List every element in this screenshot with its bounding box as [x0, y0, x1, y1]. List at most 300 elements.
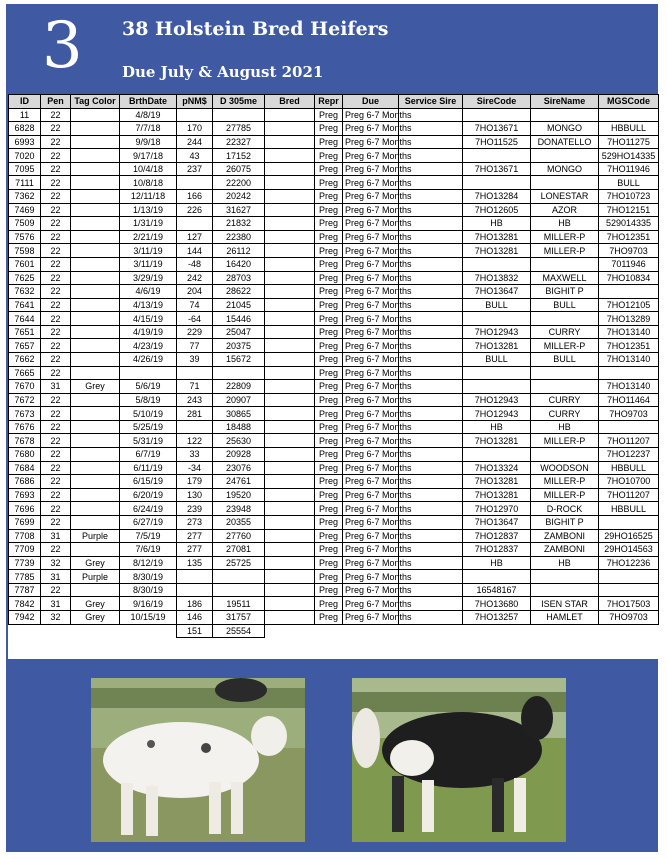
table-cell: 26075 — [213, 162, 265, 176]
table-cell: WOODSON — [531, 461, 599, 475]
table-cell: 22 — [41, 475, 71, 489]
empty-cell — [343, 624, 399, 638]
table-cell: Preg 6-7 Months — [343, 285, 399, 299]
table-cell — [265, 515, 315, 529]
table-cell — [531, 176, 599, 190]
table-cell: 244 — [177, 135, 213, 149]
table-cell: 7699 — [9, 515, 41, 529]
table-cell — [71, 461, 120, 475]
table-cell: 21045 — [213, 298, 265, 312]
table-row — [9, 556, 659, 570]
table-cell: Preg — [315, 366, 343, 380]
table-cell: 19511 — [213, 597, 265, 611]
table-cell: 32 — [41, 610, 71, 624]
table-cell — [599, 515, 659, 529]
table-cell: 3/11/19 — [120, 257, 177, 271]
table-cell: 7HO12151 — [599, 203, 659, 217]
table-row — [9, 176, 659, 190]
table-row — [9, 407, 659, 421]
table-row — [9, 325, 659, 339]
table-cell: Preg 6-7 Months — [343, 298, 399, 312]
table-cell: 7787 — [9, 583, 41, 597]
table-cell: 20242 — [213, 190, 265, 204]
column-header: Service Sire — [399, 95, 463, 109]
table-cell — [531, 366, 599, 380]
table-cell: Preg 6-7 Months — [343, 203, 399, 217]
table-cell: Preg — [315, 570, 343, 584]
table-cell: 20907 — [213, 393, 265, 407]
table-cell: 229 — [177, 325, 213, 339]
table-cell — [531, 312, 599, 326]
table-cell: 7657 — [9, 339, 41, 353]
table-row — [9, 298, 659, 312]
column-header: MGSCode — [599, 95, 659, 109]
table-cell: 24761 — [213, 475, 265, 489]
table-cell: 22 — [41, 393, 71, 407]
table-cell: Preg — [315, 461, 343, 475]
table-row — [9, 162, 659, 176]
averages-row — [9, 624, 659, 638]
table-body — [9, 108, 659, 638]
table-cell: Preg 6-7 Months — [343, 380, 399, 394]
table-row — [9, 108, 659, 122]
table-cell — [71, 190, 120, 204]
table-cell: Preg 6-7 Months — [343, 597, 399, 611]
table-cell: 22 — [41, 190, 71, 204]
table-row — [9, 122, 659, 136]
table-cell: 7HO12943 — [463, 393, 531, 407]
table-cell: 21832 — [213, 217, 265, 231]
table-cell: CURRY — [531, 407, 599, 421]
table-cell: 5/25/19 — [120, 420, 177, 434]
table-cell: 170 — [177, 122, 213, 136]
table-cell — [71, 339, 120, 353]
empty-cell — [120, 624, 177, 638]
table-cell — [265, 380, 315, 394]
table-row — [9, 488, 659, 502]
table-row — [9, 543, 659, 557]
table-cell: Preg — [315, 529, 343, 543]
table-cell — [265, 543, 315, 557]
table-cell: HAMLET — [531, 610, 599, 624]
table-cell: Preg — [315, 597, 343, 611]
table-cell: 22 — [41, 203, 71, 217]
table-cell: 15672 — [213, 352, 265, 366]
table-cell: 7HO11207 — [599, 488, 659, 502]
table-cell: 22327 — [213, 135, 265, 149]
table-cell — [265, 244, 315, 258]
table-cell — [265, 339, 315, 353]
table-cell: 7HO13281 — [463, 339, 531, 353]
table-cell — [265, 570, 315, 584]
table-cell: 7HO13284 — [463, 190, 531, 204]
table-cell: Preg — [315, 325, 343, 339]
table-cell — [265, 257, 315, 271]
table-cell — [265, 217, 315, 231]
table-cell: 15446 — [213, 312, 265, 326]
column-header: Bred — [265, 95, 315, 109]
table-cell: 7HO13647 — [463, 515, 531, 529]
table-cell — [71, 285, 120, 299]
table-cell — [599, 366, 659, 380]
table-cell: 22 — [41, 135, 71, 149]
table-cell: 77 — [177, 339, 213, 353]
table-cell: HB — [531, 217, 599, 231]
table-cell — [71, 298, 120, 312]
table-row — [9, 217, 659, 231]
column-header: Repr — [315, 95, 343, 109]
table-cell: Preg 6-7 Months — [343, 420, 399, 434]
table-cell: ZAMBONI — [531, 543, 599, 557]
table-cell: 22 — [41, 339, 71, 353]
table-cell: Preg — [315, 162, 343, 176]
empty-cell — [599, 624, 659, 638]
table-cell: 4/23/19 — [120, 339, 177, 353]
heifer-table — [8, 94, 659, 638]
table-cell — [265, 122, 315, 136]
table-cell: 237 — [177, 162, 213, 176]
table-cell — [531, 583, 599, 597]
table-cell: 12/11/18 — [120, 190, 177, 204]
table-cell — [265, 203, 315, 217]
table-cell: 277 — [177, 529, 213, 543]
table-cell: Grey — [71, 610, 120, 624]
table-cell: Preg — [315, 312, 343, 326]
table-cell: Preg — [315, 475, 343, 489]
table-cell — [265, 475, 315, 489]
table-cell: 31627 — [213, 203, 265, 217]
table-cell: 25630 — [213, 434, 265, 448]
table-cell: 7HO12970 — [463, 502, 531, 516]
table-cell: 74 — [177, 298, 213, 312]
table-cell — [265, 149, 315, 163]
table-cell: 7942 — [9, 610, 41, 624]
table-cell: 7680 — [9, 448, 41, 462]
table-cell — [599, 420, 659, 434]
empty-cell — [315, 624, 343, 638]
table-cell: 7HO13647 — [463, 285, 531, 299]
table-cell — [71, 434, 120, 448]
table-cell: 281 — [177, 407, 213, 421]
table-cell: 7693 — [9, 488, 41, 502]
table-cell: Preg 6-7 Months — [343, 488, 399, 502]
table-cell: Preg 6-7 Months — [343, 570, 399, 584]
table-cell — [71, 352, 120, 366]
table-row — [9, 352, 659, 366]
table-cell — [71, 122, 120, 136]
table-cell: 32 — [41, 556, 71, 570]
table-cell: 7HO13671 — [463, 122, 531, 136]
table-cell: 22 — [41, 461, 71, 475]
table-cell: 7598 — [9, 244, 41, 258]
table-cell: 22 — [41, 352, 71, 366]
table-cell: 43 — [177, 149, 213, 163]
table-cell: 22 — [41, 271, 71, 285]
table-cell: 22 — [41, 420, 71, 434]
table-cell: 7HO13257 — [463, 610, 531, 624]
table-row — [9, 610, 659, 624]
table-cell — [265, 448, 315, 462]
table-cell: 10/15/19 — [120, 610, 177, 624]
left-heifer-photo — [91, 678, 305, 842]
table-cell: ZAMBONI — [531, 529, 599, 543]
table-cell — [265, 488, 315, 502]
table-cell: Preg — [315, 434, 343, 448]
table-cell: MAXWELL — [531, 271, 599, 285]
table-cell: 25725 — [213, 556, 265, 570]
table-cell: 22 — [41, 312, 71, 326]
table-cell: 7785 — [9, 570, 41, 584]
table-cell: Preg 6-7 Months — [343, 461, 399, 475]
table-cell — [531, 380, 599, 394]
table-cell — [71, 230, 120, 244]
table-cell: 7HO11207 — [599, 434, 659, 448]
table-cell — [71, 312, 120, 326]
table-cell: 7676 — [9, 420, 41, 434]
table-cell: Grey — [71, 380, 120, 394]
table-cell: 7HO13281 — [463, 475, 531, 489]
table-cell: 27760 — [213, 529, 265, 543]
table-cell: Preg — [315, 502, 343, 516]
table-cell — [265, 434, 315, 448]
table-cell: 5/6/19 — [120, 380, 177, 394]
table-cell — [463, 176, 531, 190]
table-cell: Preg — [315, 407, 343, 421]
table-cell — [71, 217, 120, 231]
table-cell: HBBULL — [599, 461, 659, 475]
table-cell — [213, 570, 265, 584]
table-cell: 7095 — [9, 162, 41, 176]
table-cell — [71, 543, 120, 557]
table-cell: 7HO13140 — [599, 325, 659, 339]
table-cell: 7HO17503 — [599, 597, 659, 611]
table-cell: 7HO13281 — [463, 244, 531, 258]
table-cell: 7632 — [9, 285, 41, 299]
table-cell: 7/6/19 — [120, 543, 177, 557]
table-cell — [71, 325, 120, 339]
table-cell: 4/8/19 — [120, 108, 177, 122]
table-cell — [463, 257, 531, 271]
table-cell: 10/8/18 — [120, 176, 177, 190]
table-cell — [265, 393, 315, 407]
table-cell: Preg — [315, 244, 343, 258]
table-cell: 7696 — [9, 502, 41, 516]
table-cell — [71, 488, 120, 502]
table-cell — [71, 176, 120, 190]
table-cell: 2/21/19 — [120, 230, 177, 244]
column-header: pNM$ — [177, 95, 213, 109]
table-cell: 29HO16525 — [599, 529, 659, 543]
table-cell — [71, 244, 120, 258]
table-cell — [265, 325, 315, 339]
table-cell: Preg — [315, 257, 343, 271]
table-cell: Preg 6-7 Months — [343, 339, 399, 353]
table-cell: 4/26/19 — [120, 352, 177, 366]
table-cell — [71, 475, 120, 489]
table-cell: 8/30/19 — [120, 583, 177, 597]
table-cell: Preg 6-7 Months — [343, 149, 399, 163]
table-cell: 22 — [41, 488, 71, 502]
table-cell: 20355 — [213, 515, 265, 529]
table-cell: Preg 6-7 Months — [343, 108, 399, 122]
table-cell: 7HO12837 — [463, 529, 531, 543]
column-header: Tag Color — [71, 95, 120, 109]
table-cell: 31 — [41, 380, 71, 394]
table-cell: 7644 — [9, 312, 41, 326]
table-cell — [71, 162, 120, 176]
table-cell: Preg — [315, 217, 343, 231]
table-cell: Preg — [315, 176, 343, 190]
table-row — [9, 339, 659, 353]
table-cell — [265, 529, 315, 543]
table-cell: 7HO12351 — [599, 339, 659, 353]
table-cell: -64 — [177, 312, 213, 326]
table-cell: HBBULL — [599, 502, 659, 516]
average-pnm: 151 — [177, 624, 213, 638]
table-cell: Preg 6-7 Months — [343, 176, 399, 190]
table-cell — [71, 393, 120, 407]
table-cell: Preg 6-7 Months — [343, 217, 399, 231]
table-cell: 7HO11275 — [599, 135, 659, 149]
table-cell: 23076 — [213, 461, 265, 475]
table-cell: 7HO13289 — [599, 312, 659, 326]
table-cell: 7673 — [9, 407, 41, 421]
table-cell — [265, 135, 315, 149]
table-cell: 16548167 — [463, 583, 531, 597]
table-cell: 7011946 — [599, 257, 659, 271]
table-cell — [213, 366, 265, 380]
table-cell: 7HO12943 — [463, 407, 531, 421]
table-cell: 3/11/19 — [120, 244, 177, 258]
table-cell: BULL — [599, 176, 659, 190]
table-cell: 22 — [41, 448, 71, 462]
table-cell: AZOR — [531, 203, 599, 217]
empty-cell — [399, 624, 463, 638]
table-cell — [599, 108, 659, 122]
table-cell: 7362 — [9, 190, 41, 204]
table-cell: Preg — [315, 230, 343, 244]
table-cell: 7HO10834 — [599, 271, 659, 285]
table-cell: 7HO12605 — [463, 203, 531, 217]
table-cell: Preg 6-7 Months — [343, 556, 399, 570]
table-cell: 18488 — [213, 420, 265, 434]
table-cell: 4/15/19 — [120, 312, 177, 326]
table-cell — [177, 570, 213, 584]
table-cell: 7576 — [9, 230, 41, 244]
table-cell: Preg — [315, 380, 343, 394]
table-header-row — [9, 95, 659, 109]
table-cell — [177, 176, 213, 190]
table-cell: 7641 — [9, 298, 41, 312]
table-cell: 1/13/19 — [120, 203, 177, 217]
table-cell: 31 — [41, 570, 71, 584]
table-cell — [71, 203, 120, 217]
table-row — [9, 285, 659, 299]
table-cell: 277 — [177, 543, 213, 557]
table-cell: 529014335 — [599, 217, 659, 231]
table-cell: 7509 — [9, 217, 41, 231]
table-cell — [265, 366, 315, 380]
table-cell: 8/12/19 — [120, 556, 177, 570]
table-cell: 7662 — [9, 352, 41, 366]
table-row — [9, 149, 659, 163]
table-cell: Preg 6-7 Months — [343, 325, 399, 339]
table-cell: 122 — [177, 434, 213, 448]
table-cell: 22 — [41, 502, 71, 516]
table-cell: 28703 — [213, 271, 265, 285]
table-cell: 7HO10723 — [599, 190, 659, 204]
table-cell: 7HO12351 — [599, 230, 659, 244]
table-cell: 5/10/19 — [120, 407, 177, 421]
table-cell: 7HO13671 — [463, 162, 531, 176]
table-cell: 31 — [41, 529, 71, 543]
table-row — [9, 529, 659, 543]
table-cell: Preg 6-7 Months — [343, 244, 399, 258]
table-cell: 239 — [177, 502, 213, 516]
table-cell: 7HO13281 — [463, 434, 531, 448]
table-cell: 7HO11464 — [599, 393, 659, 407]
table-cell: 22 — [41, 176, 71, 190]
table-cell — [71, 271, 120, 285]
table-cell: Preg — [315, 135, 343, 149]
table-cell: -34 — [177, 461, 213, 475]
table-cell: 8/30/19 — [120, 570, 177, 584]
table-row — [9, 597, 659, 611]
table-cell: Preg 6-7 Months — [343, 610, 399, 624]
table-cell: 130 — [177, 488, 213, 502]
table-cell — [71, 583, 120, 597]
table-cell: 16420 — [213, 257, 265, 271]
table-cell — [71, 448, 120, 462]
table-cell: 6/20/19 — [120, 488, 177, 502]
table-cell: 7670 — [9, 380, 41, 394]
table-cell: 7HO12236 — [599, 556, 659, 570]
table-cell: Preg — [315, 339, 343, 353]
table-cell: 22 — [41, 244, 71, 258]
table-row — [9, 448, 659, 462]
table-cell: 22 — [41, 230, 71, 244]
table-cell: Preg — [315, 298, 343, 312]
table-cell: Preg 6-7 Months — [343, 271, 399, 285]
table-cell: Grey — [71, 556, 120, 570]
table-cell — [265, 271, 315, 285]
table-cell: 273 — [177, 515, 213, 529]
table-cell — [71, 502, 120, 516]
table-cell: MONGO — [531, 162, 599, 176]
table-cell — [531, 570, 599, 584]
column-header: BrthDate — [120, 95, 177, 109]
table-cell: 7111 — [9, 176, 41, 190]
table-cell: 7HO9703 — [599, 407, 659, 421]
table-cell: 146 — [177, 610, 213, 624]
table-cell — [177, 108, 213, 122]
table-row — [9, 190, 659, 204]
table-cell — [265, 407, 315, 421]
table-cell: Preg — [315, 488, 343, 502]
table-cell: BULL — [463, 352, 531, 366]
table-cell — [599, 570, 659, 584]
table-cell: Preg — [315, 108, 343, 122]
table-cell: MONGO — [531, 122, 599, 136]
column-header: Due — [343, 95, 399, 109]
table-cell: Preg — [315, 448, 343, 462]
table-cell: Preg — [315, 271, 343, 285]
table-cell: Preg 6-7 Months — [343, 352, 399, 366]
table-cell: 22 — [41, 217, 71, 231]
table-cell: 9/16/19 — [120, 597, 177, 611]
table-row — [9, 420, 659, 434]
table-cell: 135 — [177, 556, 213, 570]
